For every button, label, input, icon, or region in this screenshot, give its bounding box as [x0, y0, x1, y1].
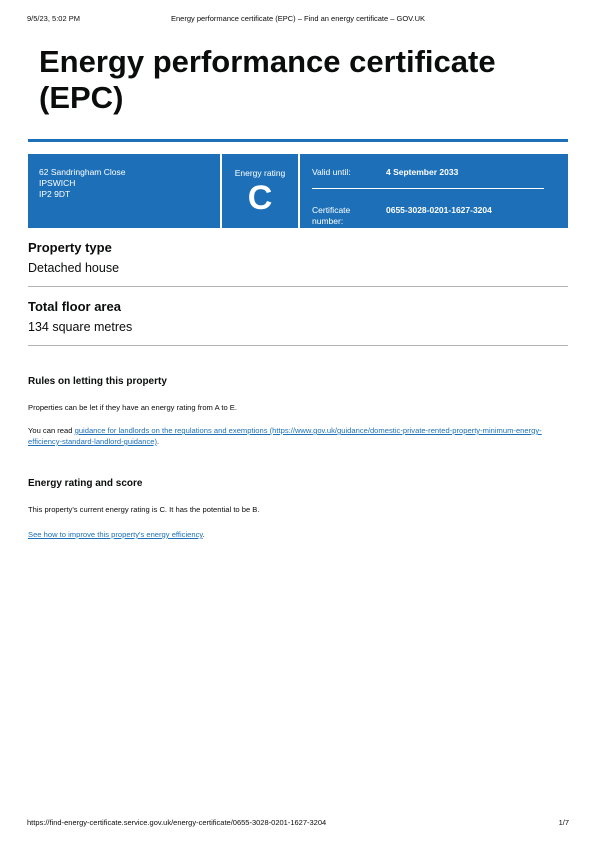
banner-divider-right: [298, 154, 300, 228]
print-page-number: 1/7: [558, 818, 569, 827]
landlord-guidance-link[interactable]: guidance for landlords on the regulations and exemptions (https://www.gov.uk/guidance/domestic-private-rented-property-minimum-energy-efficiency-standard-landlord-guidance): [28, 426, 542, 446]
floor-area-value: 134 square metres: [28, 320, 133, 334]
address-line-1: 62 Sandringham Close: [39, 167, 126, 177]
print-header: [27, 14, 569, 26]
epc-summary-banner: [28, 154, 568, 228]
certificate-details: [312, 154, 552, 228]
address-line-2: IPSWICH: [39, 178, 76, 188]
energy-rating-score-heading: Energy rating and score: [28, 478, 143, 489]
letting-guidance-paragraph: [28, 425, 558, 447]
floor-area-divider: [28, 345, 568, 346]
improve-efficiency-link[interactable]: See how to improve this property's energy efficiency: [28, 530, 203, 539]
valid-until-label: Valid until:: [312, 167, 351, 177]
details-divider: [312, 188, 544, 189]
energy-rating-letter: C: [247, 179, 273, 217]
letting-rules-heading: Rules on letting this property: [28, 376, 167, 387]
energy-rating-score-paragraph: This property's current energy rating is C. It has the potential to be B.: [28, 505, 260, 514]
property-type-value: Detached house: [28, 261, 120, 275]
guidance-prefix: You can read: [28, 426, 75, 435]
property-type-heading: Property type: [28, 240, 112, 255]
improve-link-suffix: .: [202, 530, 205, 539]
improve-efficiency-paragraph: [28, 529, 558, 540]
letting-rules-paragraph: Properties can be let if they have an energy rating from A to E.: [28, 403, 237, 412]
floor-area-heading: Total floor area: [28, 299, 121, 314]
guidance-suffix: .: [157, 437, 160, 446]
property-type-divider: [28, 286, 568, 287]
print-url: https://find-energy-certificate.service.gov.uk/energy-certificate/0655-3028-0201-1627-3204: [27, 818, 327, 827]
print-page-title: Energy performance certificate (EPC) – Find an energy certificate – GOV.UK: [170, 14, 425, 23]
valid-until-value: 4 September 2033: [386, 167, 459, 177]
energy-rating-box: [222, 154, 298, 228]
energy-rating-label: Energy rating: [234, 168, 286, 178]
title-divider: [28, 139, 568, 142]
page-title: Energy performance certificate (EPC): [39, 44, 496, 115]
print-date: 9/5/23, 5:02 PM: [27, 14, 80, 23]
certificate-number-label: Certificate number:: [312, 205, 351, 226]
address-line-3: IP2 9DT: [39, 189, 71, 199]
certificate-number-value: 0655-3028-0201-1627-3204: [386, 205, 492, 215]
property-address: [39, 167, 125, 200]
